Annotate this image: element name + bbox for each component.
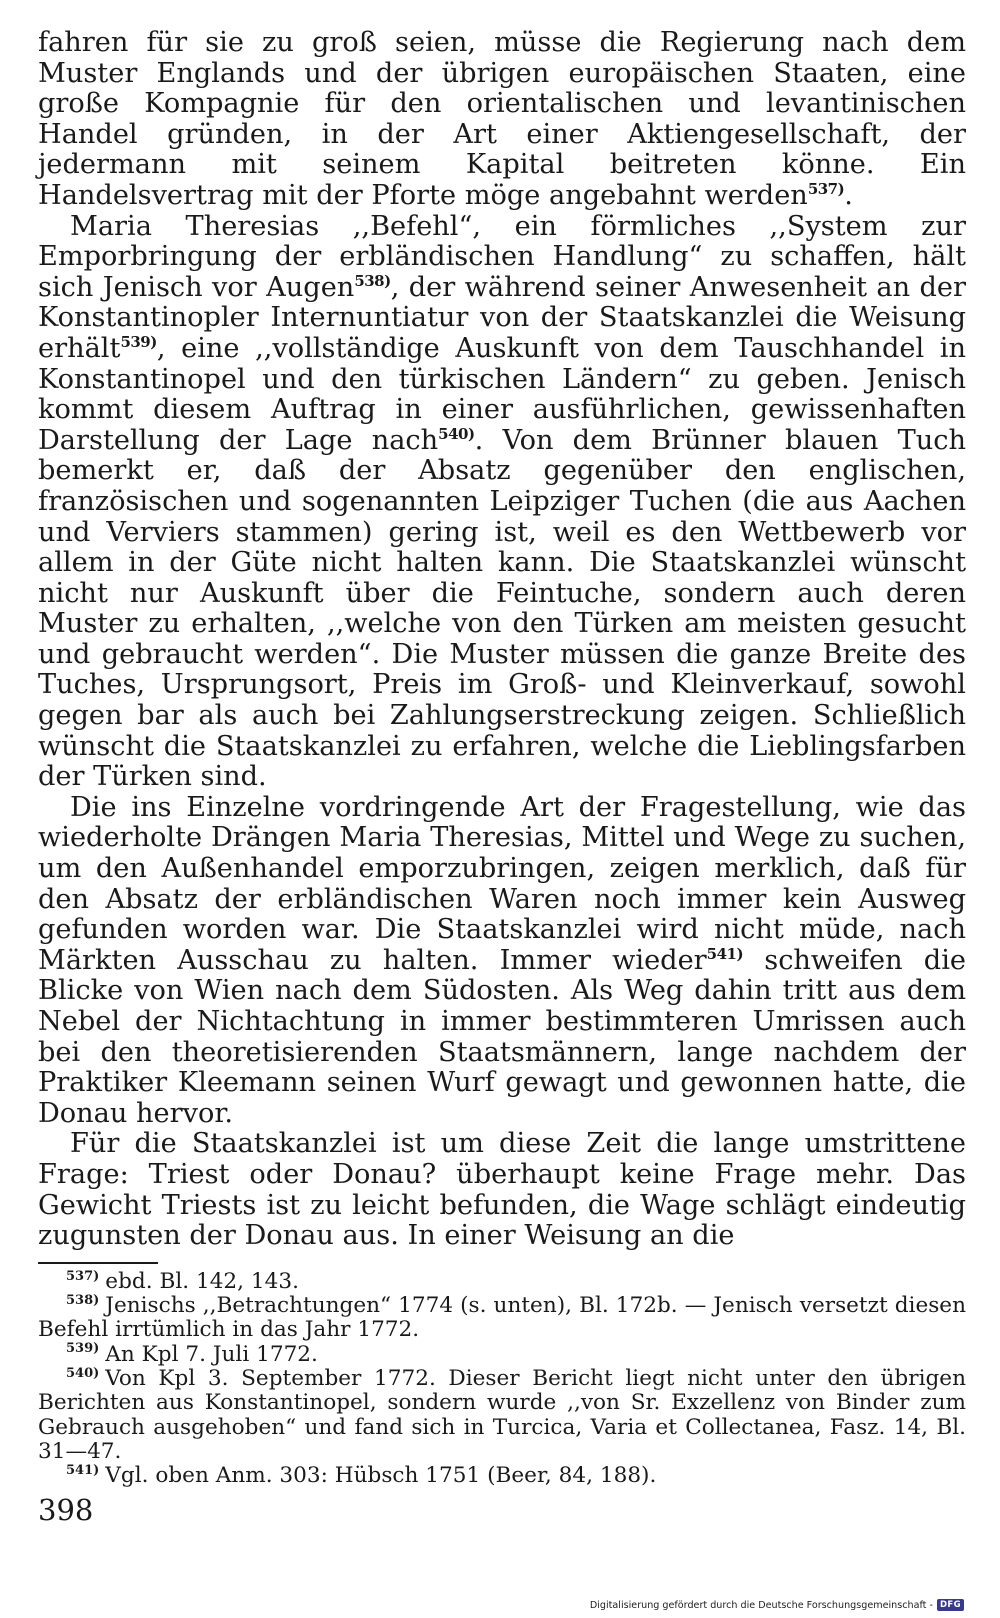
footnote-number: 537) bbox=[66, 1268, 100, 1284]
footnote-541 bbox=[38, 1464, 966, 1488]
footnote-ref-540[interactable]: 540) bbox=[438, 424, 475, 443]
footnotes bbox=[38, 1270, 966, 1489]
footnote-538 bbox=[38, 1294, 966, 1343]
footnote-ref-537[interactable]: 537) bbox=[807, 179, 845, 198]
footnote-number: 538) bbox=[66, 1292, 100, 1308]
footnote-divider bbox=[38, 1262, 158, 1264]
footnote-540 bbox=[38, 1367, 966, 1464]
paragraph-1-text: fahren für sie zu groß seien, müsse die Regierung nach dem Muster Englands und der übrigen europäischen Staaten, eine große Kompagnie für den orientalischen und levantinischen Handel gründen, in der Art einer Aktiengesellschaft, der jedermann mit seinem Kapital beitreten könne. Ein Handelsvertrag mit der Pforte möge angebahnt werden bbox=[38, 27, 966, 211]
dfg-logo-icon: DFG bbox=[937, 1599, 964, 1611]
paragraph-4 bbox=[38, 1129, 966, 1251]
credit-text: Digitalisierung gefördert durch die Deutsche Forschungsgemeinschaft - bbox=[589, 1599, 933, 1611]
paragraph-3-text-b: schweifen die Blicke von Wien nach dem Südosten. Als Weg dahin tritt aus dem Nebel der Nichtachtung in immer bestimmteren Umrissen auch bei den theoretisierenden Staatsmännern, lange nachdem der Praktiker Kleemann seinen Wurf gewagt und gewonnen hatte, die Donau hervor. bbox=[38, 944, 966, 1129]
footnote-537 bbox=[38, 1270, 966, 1294]
footnote-text: Vgl. oben Anm. 303: Hübsch 1751 (Beer, 84, 188). bbox=[105, 1463, 657, 1489]
paragraph-1-tail: . bbox=[844, 179, 853, 211]
paragraph-3 bbox=[38, 793, 966, 1130]
paragraph-2-text-c: , eine ,,vollständige Auskunft von dem Tauschhandel in Konstantinopel und den türkischen Ländern“ zu geben. Jenisch kommt diesem Auftrag in einer ausführlichen, gewissenhaften Darstellung der Lage nach bbox=[38, 332, 966, 456]
digitization-credit bbox=[590, 1599, 964, 1611]
paragraph-3-text-a: Die ins Einzelne vordringende Art der Fragestellung, wie das wiederholte Drängen Maria Theresias, Mittel und Wege zu suchen, um den Außenhandel emporzubringen, zeigen merklich, daß für den Absatz der erbländischen Waren noch immer kein Ausweg gefunden worden war. Die Staatskanzlei wird nicht müde, nach Märkten Ausschau zu halten. Immer wieder bbox=[38, 791, 966, 976]
paragraph-4-text: Für die Staatskanzlei ist um diese Zeit die lange umstrittene Frage: Triest oder Donau? überhaupt keine Frage mehr. Das Gewicht Triests ist zu leicht befunden, die Wage schlägt eindeutig zugunsten der Donau aus. In einer Weisung an die bbox=[38, 1128, 966, 1252]
paragraph-2 bbox=[38, 212, 966, 793]
footnote-text: An Kpl 7. Juli 1772. bbox=[105, 1341, 318, 1367]
footnote-ref-538[interactable]: 538) bbox=[354, 271, 391, 290]
page-body bbox=[38, 28, 966, 1488]
footnote-text: ebd. Bl. 142, 143. bbox=[105, 1268, 299, 1294]
footnote-text: Von Kpl 3. September 1772. Dieser Bericht liegt nicht unter den übrigen Berichten aus Konstantinopel, sondern wurde ,,von Sr. Exzellenz von Binder zum Gebrauch ausgehoben“ und fand sich in Turcica, Varia et Collectanea, Fasz. 14, Bl. 31—47. bbox=[38, 1365, 966, 1464]
paragraph-2-text-b: , der während seiner Anwesenheit an der Konstantinopler Internuntiatur von der Staatskanzlei die Weisung erhält bbox=[38, 271, 966, 364]
footnote-ref-539[interactable]: 539) bbox=[120, 332, 157, 351]
page-number: 398 bbox=[38, 1493, 94, 1527]
footnote-number: 540) bbox=[66, 1365, 100, 1381]
paragraph-2-text-d: . Von dem Brünner blauen Tuch bemerkt er, daß der Absatz gegenüber den englischen, französischen und sogenannten Leipziger Tuchen (die aus Aachen und Verviers stammen) gering ist, weil es den Wettbewerb vor allem in der Güte nicht halten kann. Die Staatskanzlei wünscht nicht nur Auskunft über die Feintuche, sondern auch deren Muster zu erhalten, ,,welche von den Türken am meisten gesucht und gebraucht werden“. Die Muster müssen die ganze Breite des Tuches, Ursprungsort, Preis im Groß- und Kleinverkauf, sowohl gegen bar als auch bei Zahlungserstreckung zeigen. Schließlich wünscht die Staatskanzlei zu erfahren, welche die Lieblingsfarben der Türken sind. bbox=[38, 424, 966, 793]
footnote-text: Jenischs ,,Betrachtungen“ 1774 (s. unten), Bl. 172b. — Jenisch versetzt diesen Befehl irrtümlich in das Jahr 1772. bbox=[38, 1293, 966, 1343]
footnote-number: 541) bbox=[66, 1462, 100, 1478]
footnote-539 bbox=[38, 1343, 966, 1367]
footnote-ref-541[interactable]: 541) bbox=[706, 944, 744, 963]
paragraph-1 bbox=[38, 28, 966, 212]
paragraph-2-text-a: Maria Theresias ,,Befehl“, ein förmliches ,,System zur Emporbringung der erbländischen Handlung“ zu schaffen, hält sich Jenisch vor Augen bbox=[38, 210, 966, 303]
footnote-number: 539) bbox=[66, 1341, 100, 1357]
